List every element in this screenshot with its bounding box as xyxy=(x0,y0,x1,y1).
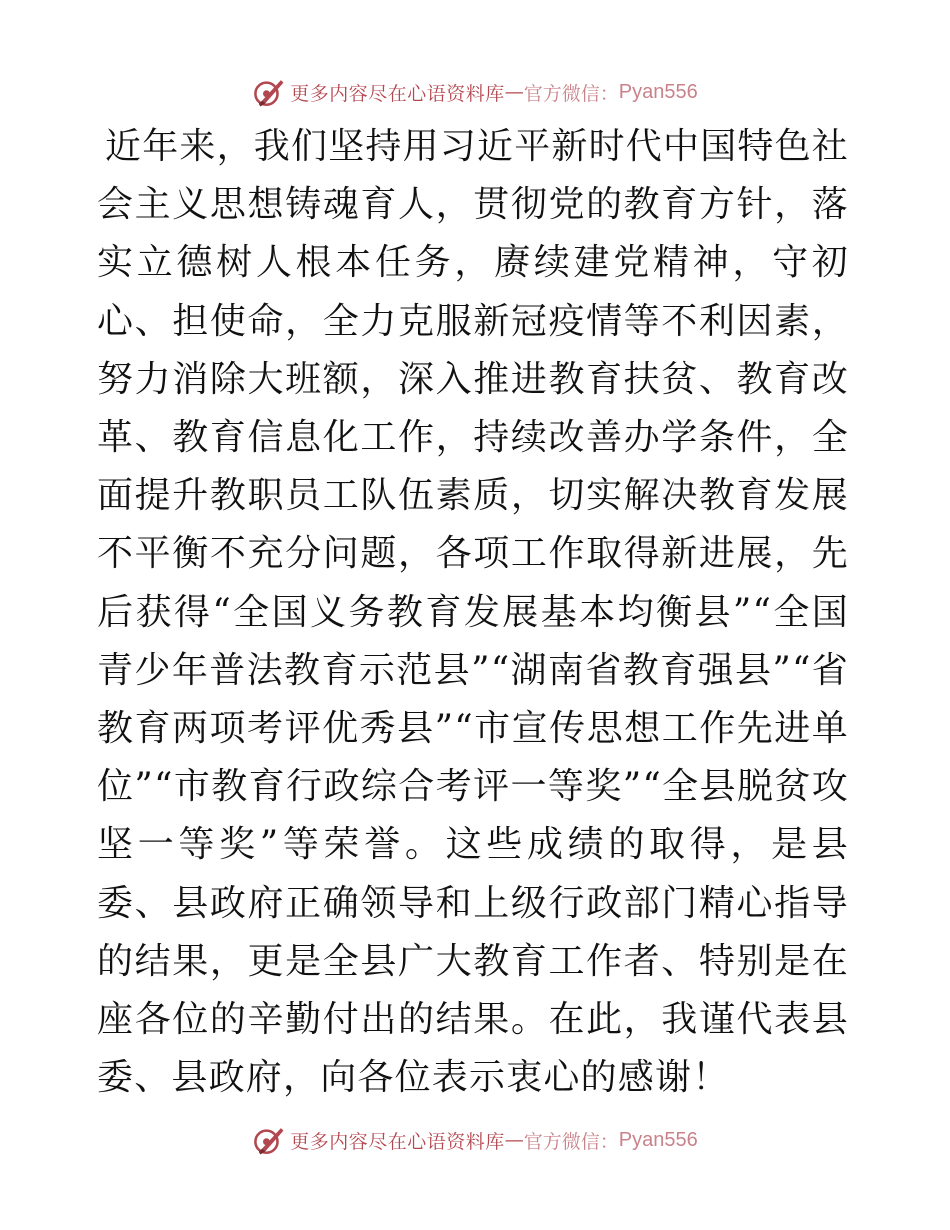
footer-separator: — xyxy=(504,1129,524,1151)
header-slogan: 更多内容尽在心语资料库 xyxy=(290,82,505,105)
header-wechat-label: 官方微信： xyxy=(523,82,619,105)
body-paragraph: 近年来，我们坚持用习近平新时代中国特色社会主义思想铸魂育人，贯彻党的教育方针，落实立德树人根本任务，赓续建党精神，守初心、担使命，全力克服新冠疫情等不利因素，努力消除大班额，深入推进教育扶贫、教育改革、教育信息化工作，持续改善办学条件，全面提升教职员工队伍素质，切实解决教育发展不平衡不充分问题，各项工作取得新进展，先后获得“全国义务教育发展基本均衡县”“全国青少年普法教育示范县”“湖南省教育强县”“省教育两项考评优秀县”“市宣传思想工作先进单位”“市教育行政综合考评一等奖”“全县脱贫攻坚一等奖”等荣誉。这些成绩的取得，是县委、县政府正确领导和上级行政部门精心指导的结果，更是全县广大教育工作者、特别是在座各位的辛勤付出的结果。在此，我谨代表县委、县政府，向各位表示衷心的感谢！ xyxy=(97,126,850,1099)
quill-logo-icon xyxy=(252,1123,286,1157)
footer-banner xyxy=(0,1120,950,1160)
footer-wechat-id: Pyan556 xyxy=(618,1128,698,1151)
footer-slogan: 更多内容尽在心语资料库 xyxy=(290,1130,505,1153)
footer-wechat-label: 官方微信： xyxy=(523,1130,619,1153)
header-wechat-id: Pyan556 xyxy=(618,80,698,103)
header-separator: — xyxy=(504,81,524,103)
header-banner xyxy=(0,72,950,112)
quill-logo-icon xyxy=(252,75,286,109)
